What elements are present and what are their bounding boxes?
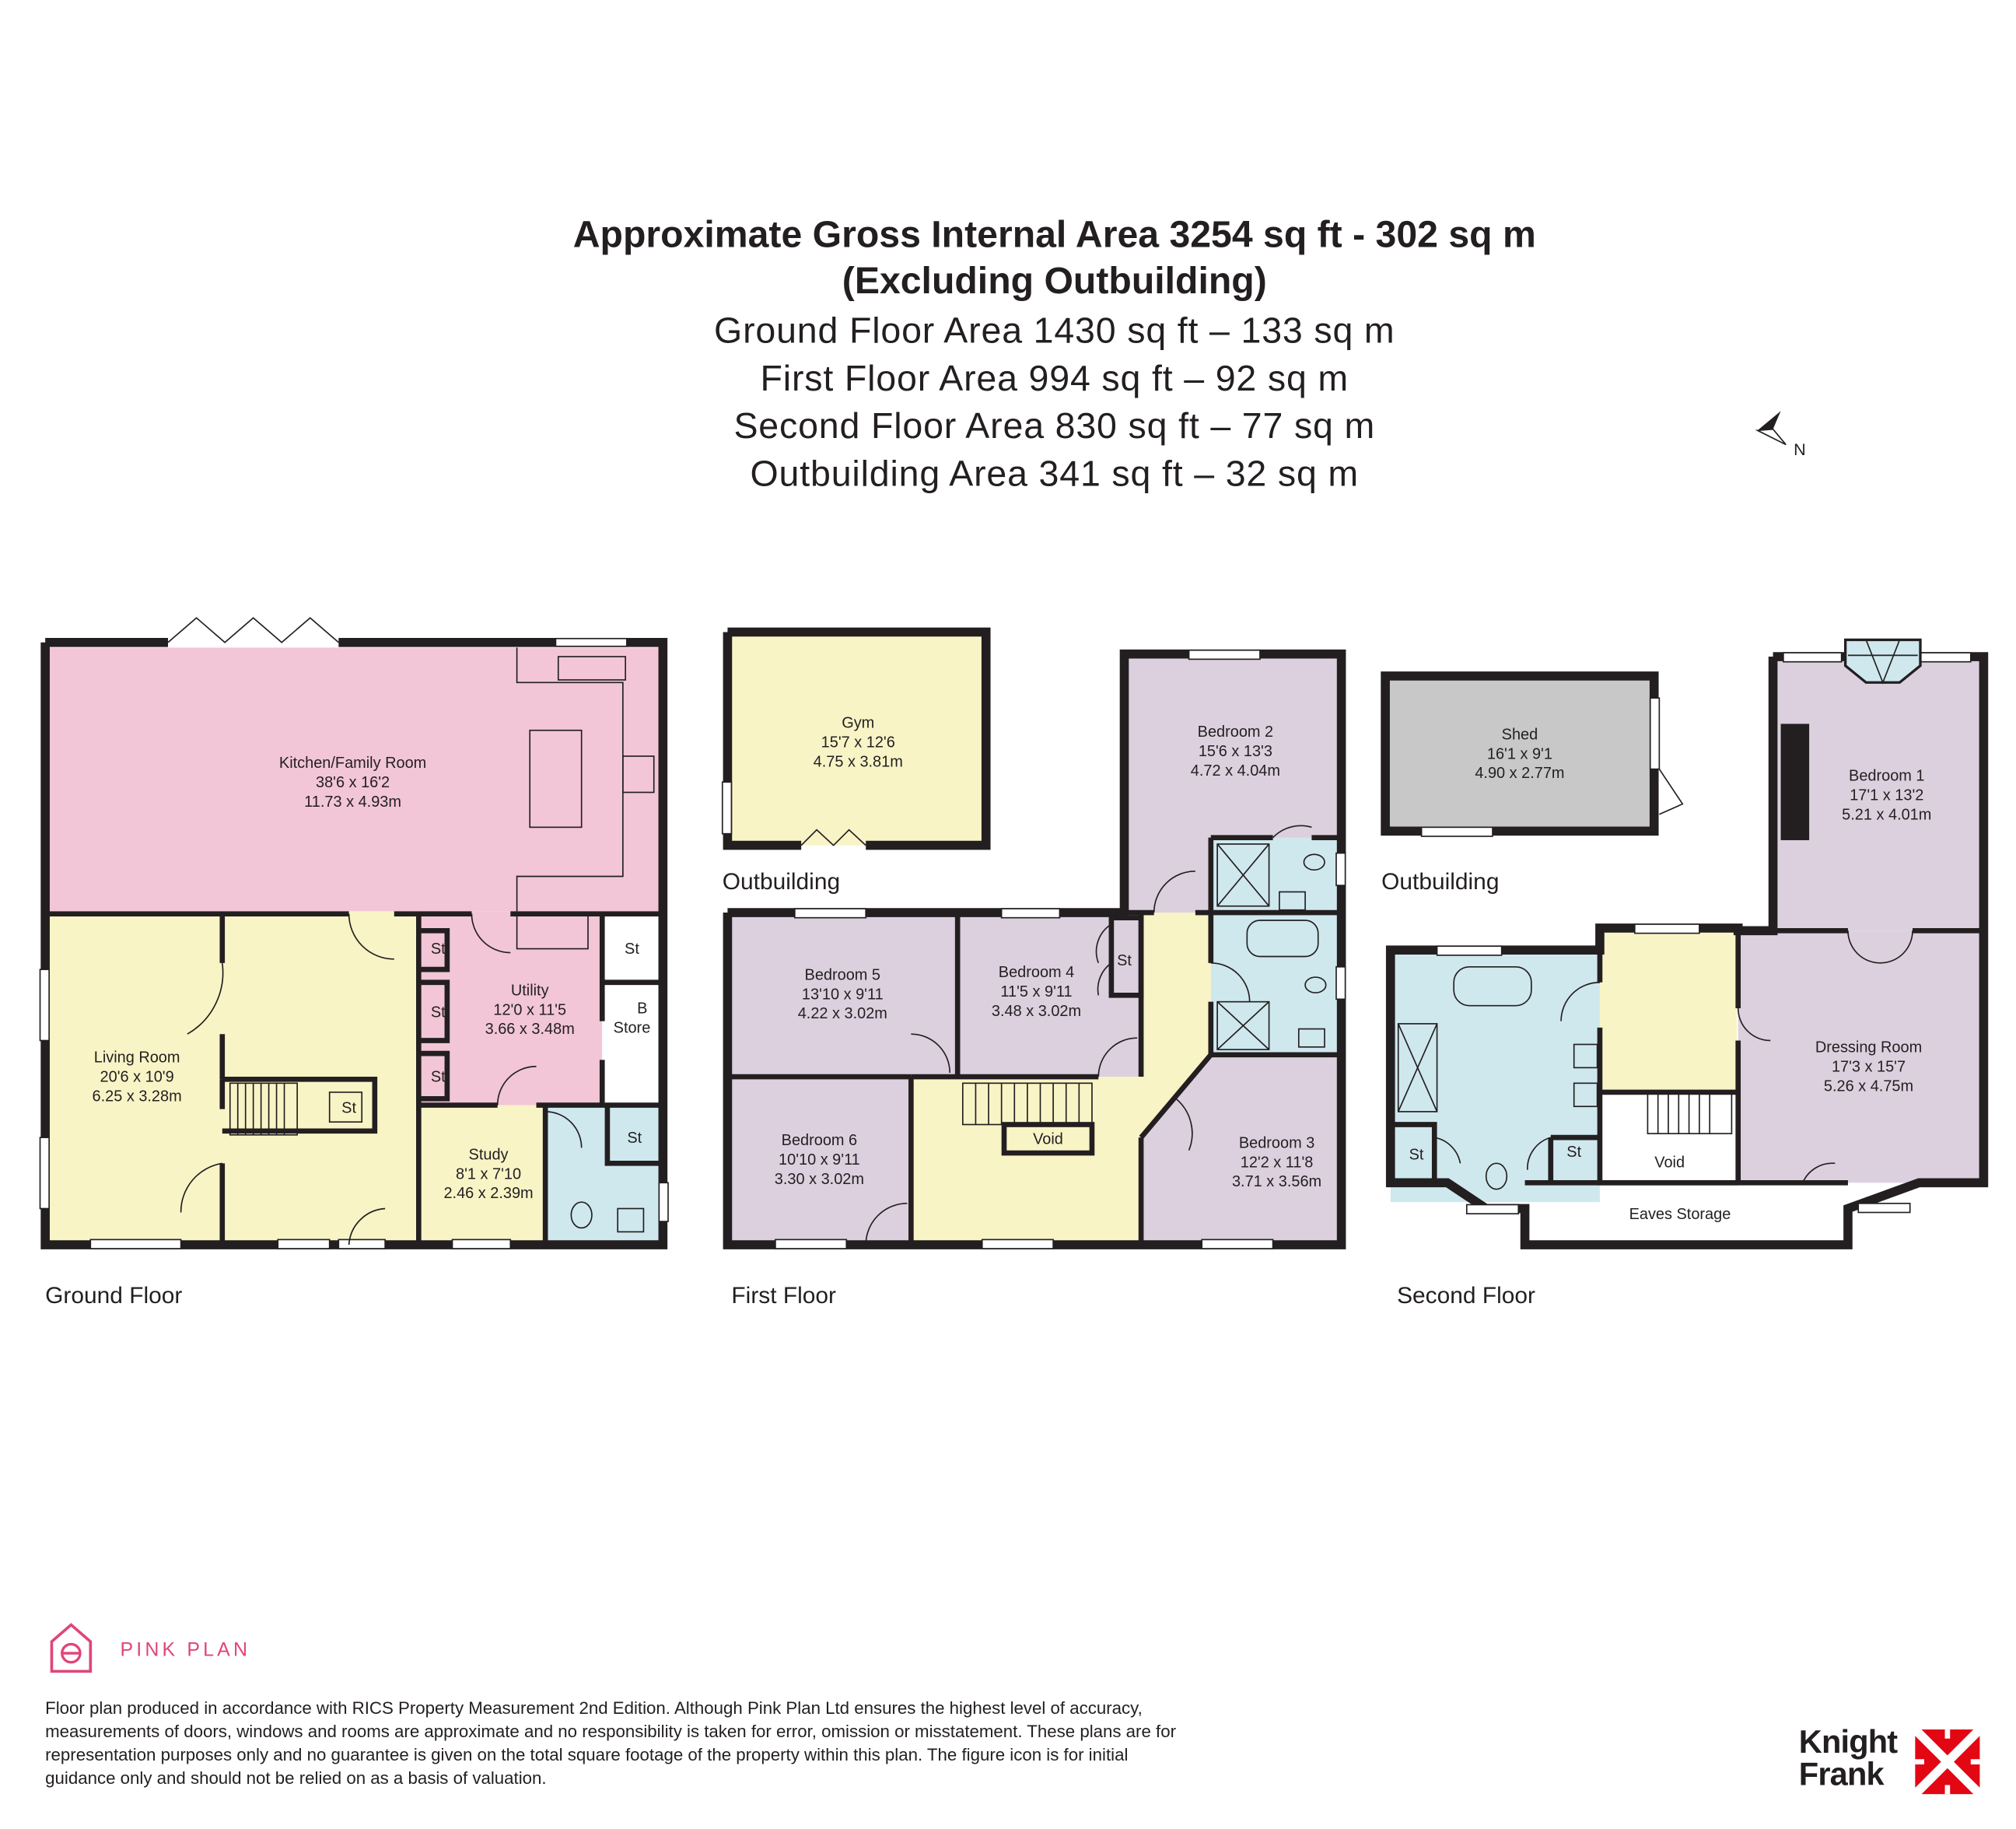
store-label-5: St [341,1099,357,1117]
eaves-storage-label: Eaves Storage [1629,1205,1731,1223]
knight-frank-logo-icon [1915,1729,1979,1794]
store-label-first: St [1117,952,1132,970]
pink-plan-logo-icon [51,1625,90,1672]
bedroom4-metric: 3.48 x 3.02m [991,1002,1082,1020]
north-compass-icon [1758,411,1806,458]
knight-frank-line1: Knight [1798,1724,1898,1761]
boiler-label: B [637,1000,648,1018]
pink-plan-brand: PINK PLAN [120,1638,251,1662]
void-label-first: Void [1033,1130,1063,1148]
living-name: Living Room [93,1049,180,1067]
study-imperial: 8'1 x 7'10 [456,1165,522,1183]
bedroom1-imperial: 17'1 x 13'2 [1850,787,1924,804]
shed-outbuilding-plan [1385,676,1682,836]
ground-floor-area: Ground Floor Area 1430 sq ft – 133 sq m [714,310,1395,351]
store-label-6: St [627,1129,642,1147]
second-floor-label: Second Floor [1397,1282,1535,1309]
bedroom4-name: Bedroom 4 [998,964,1075,982]
bedroom5-metric: 4.22 x 3.02m [797,1005,887,1023]
utility-name: Utility [510,982,549,1000]
kitchen-metric: 11.73 x 4.93m [304,793,401,811]
gross-area-title: Approximate Gross Internal Area 3254 sq ft - 302 sq m [572,214,1536,256]
store-label-second-1: St [1409,1146,1424,1164]
kitchen-imperial: 38'6 x 16'2 [316,773,390,791]
study-name: Study [468,1146,509,1164]
gym-metric: 4.75 x 3.81m [813,753,903,771]
kitchen-name: Kitchen/Family Room [278,754,427,772]
first-floor-label: First Floor [731,1282,836,1309]
second-floor-area: Second Floor Area 830 sq ft – 77 sq m [733,405,1376,447]
bedroom3-metric: 3.71 x 3.56m [1231,1173,1322,1191]
dressing-imperial: 17'3 x 15'7 [1831,1058,1906,1076]
store-room-label: Store [613,1019,651,1037]
shed-name: Shed [1501,726,1538,744]
ground-floor-label: Ground Floor [45,1282,183,1309]
store-label-2: St [430,1004,446,1021]
bedroom2-imperial: 15'6 x 13'3 [1198,742,1272,760]
knight-frank-brand [1798,1724,1898,1793]
cloakroom-area [545,1105,663,1245]
bedroom6-name: Bedroom 6 [781,1132,858,1150]
bedroom5-imperial: 13'10 x 9'11 [801,986,884,1004]
gym-name: Gym [842,714,875,732]
shed-imperial: 16'1 x 9'1 [1486,745,1552,763]
disclaimer-text: Floor plan produced in accordance with RICS Property Measurement 2nd Edition. Although Pink Plan Ltd ensures the highest level of accuracy, measurements of doors, windows and rooms are approximate and no responsibility is taken for error, omission or misstatement. These plans are for representation purposes only and no guarantee is given on the total square footage of the property within this plan. The figure icon is for initial guidance only and should not be relied on as a basis of valuation. [45,1698,1176,1788]
store-label-second-2: St [1566,1144,1582,1162]
bedroom2-name: Bedroom 2 [1197,724,1274,741]
dressing-metric: 5.26 x 4.75m [1823,1077,1914,1095]
bedroom6-metric: 3.30 x 3.02m [774,1170,864,1188]
first-floor-area: First Floor Area 994 sq ft – 92 sq m [760,358,1349,398]
store-label-3: St [430,1068,446,1086]
dressing-name: Dressing Room [1815,1039,1923,1056]
bedroom1-metric: 5.21 x 4.01m [1842,806,1932,824]
living-metric: 6.25 x 3.28m [92,1088,182,1105]
bedroom5-name: Bedroom 5 [804,966,881,984]
outbuilding-label-gym: Outbuilding [722,868,841,895]
utility-imperial: 12'0 x 11'5 [493,1001,567,1019]
bedroom3-imperial: 12'2 x 11'8 [1240,1154,1314,1172]
bedroom4-imperial: 11'5 x 9'11 [1000,983,1073,1001]
gross-area-subtitle: (Excluding Outbuilding) [842,261,1267,303]
store-label-1: St [430,941,446,958]
compass-north-label: N [1794,439,1806,459]
utility-metric: 3.66 x 3.48m [485,1021,575,1039]
bedroom1-name: Bedroom 1 [1849,767,1925,785]
void-label-second: Void [1654,1154,1685,1172]
study-metric: 2.46 x 2.39m [443,1185,534,1203]
store-label-4: St [625,941,639,958]
gym-imperial: 15'7 x 12'6 [821,734,895,752]
ground-floor-plan [40,618,668,1249]
knight-frank-line2: Frank [1798,1756,1884,1793]
outbuilding-label-shed: Outbuilding [1381,868,1500,895]
gym-outbuilding-plan [723,632,986,845]
bedroom2-metric: 4.72 x 4.04m [1190,762,1280,780]
outbuilding-area: Outbuilding Area 341 sq ft – 32 sq m [750,454,1360,494]
bedroom6-imperial: 10'10 x 9'11 [779,1151,860,1169]
shed-metric: 4.90 x 2.77m [1475,765,1565,783]
living-imperial: 20'6 x 10'9 [100,1068,174,1086]
bedroom3-name: Bedroom 3 [1238,1134,1315,1152]
